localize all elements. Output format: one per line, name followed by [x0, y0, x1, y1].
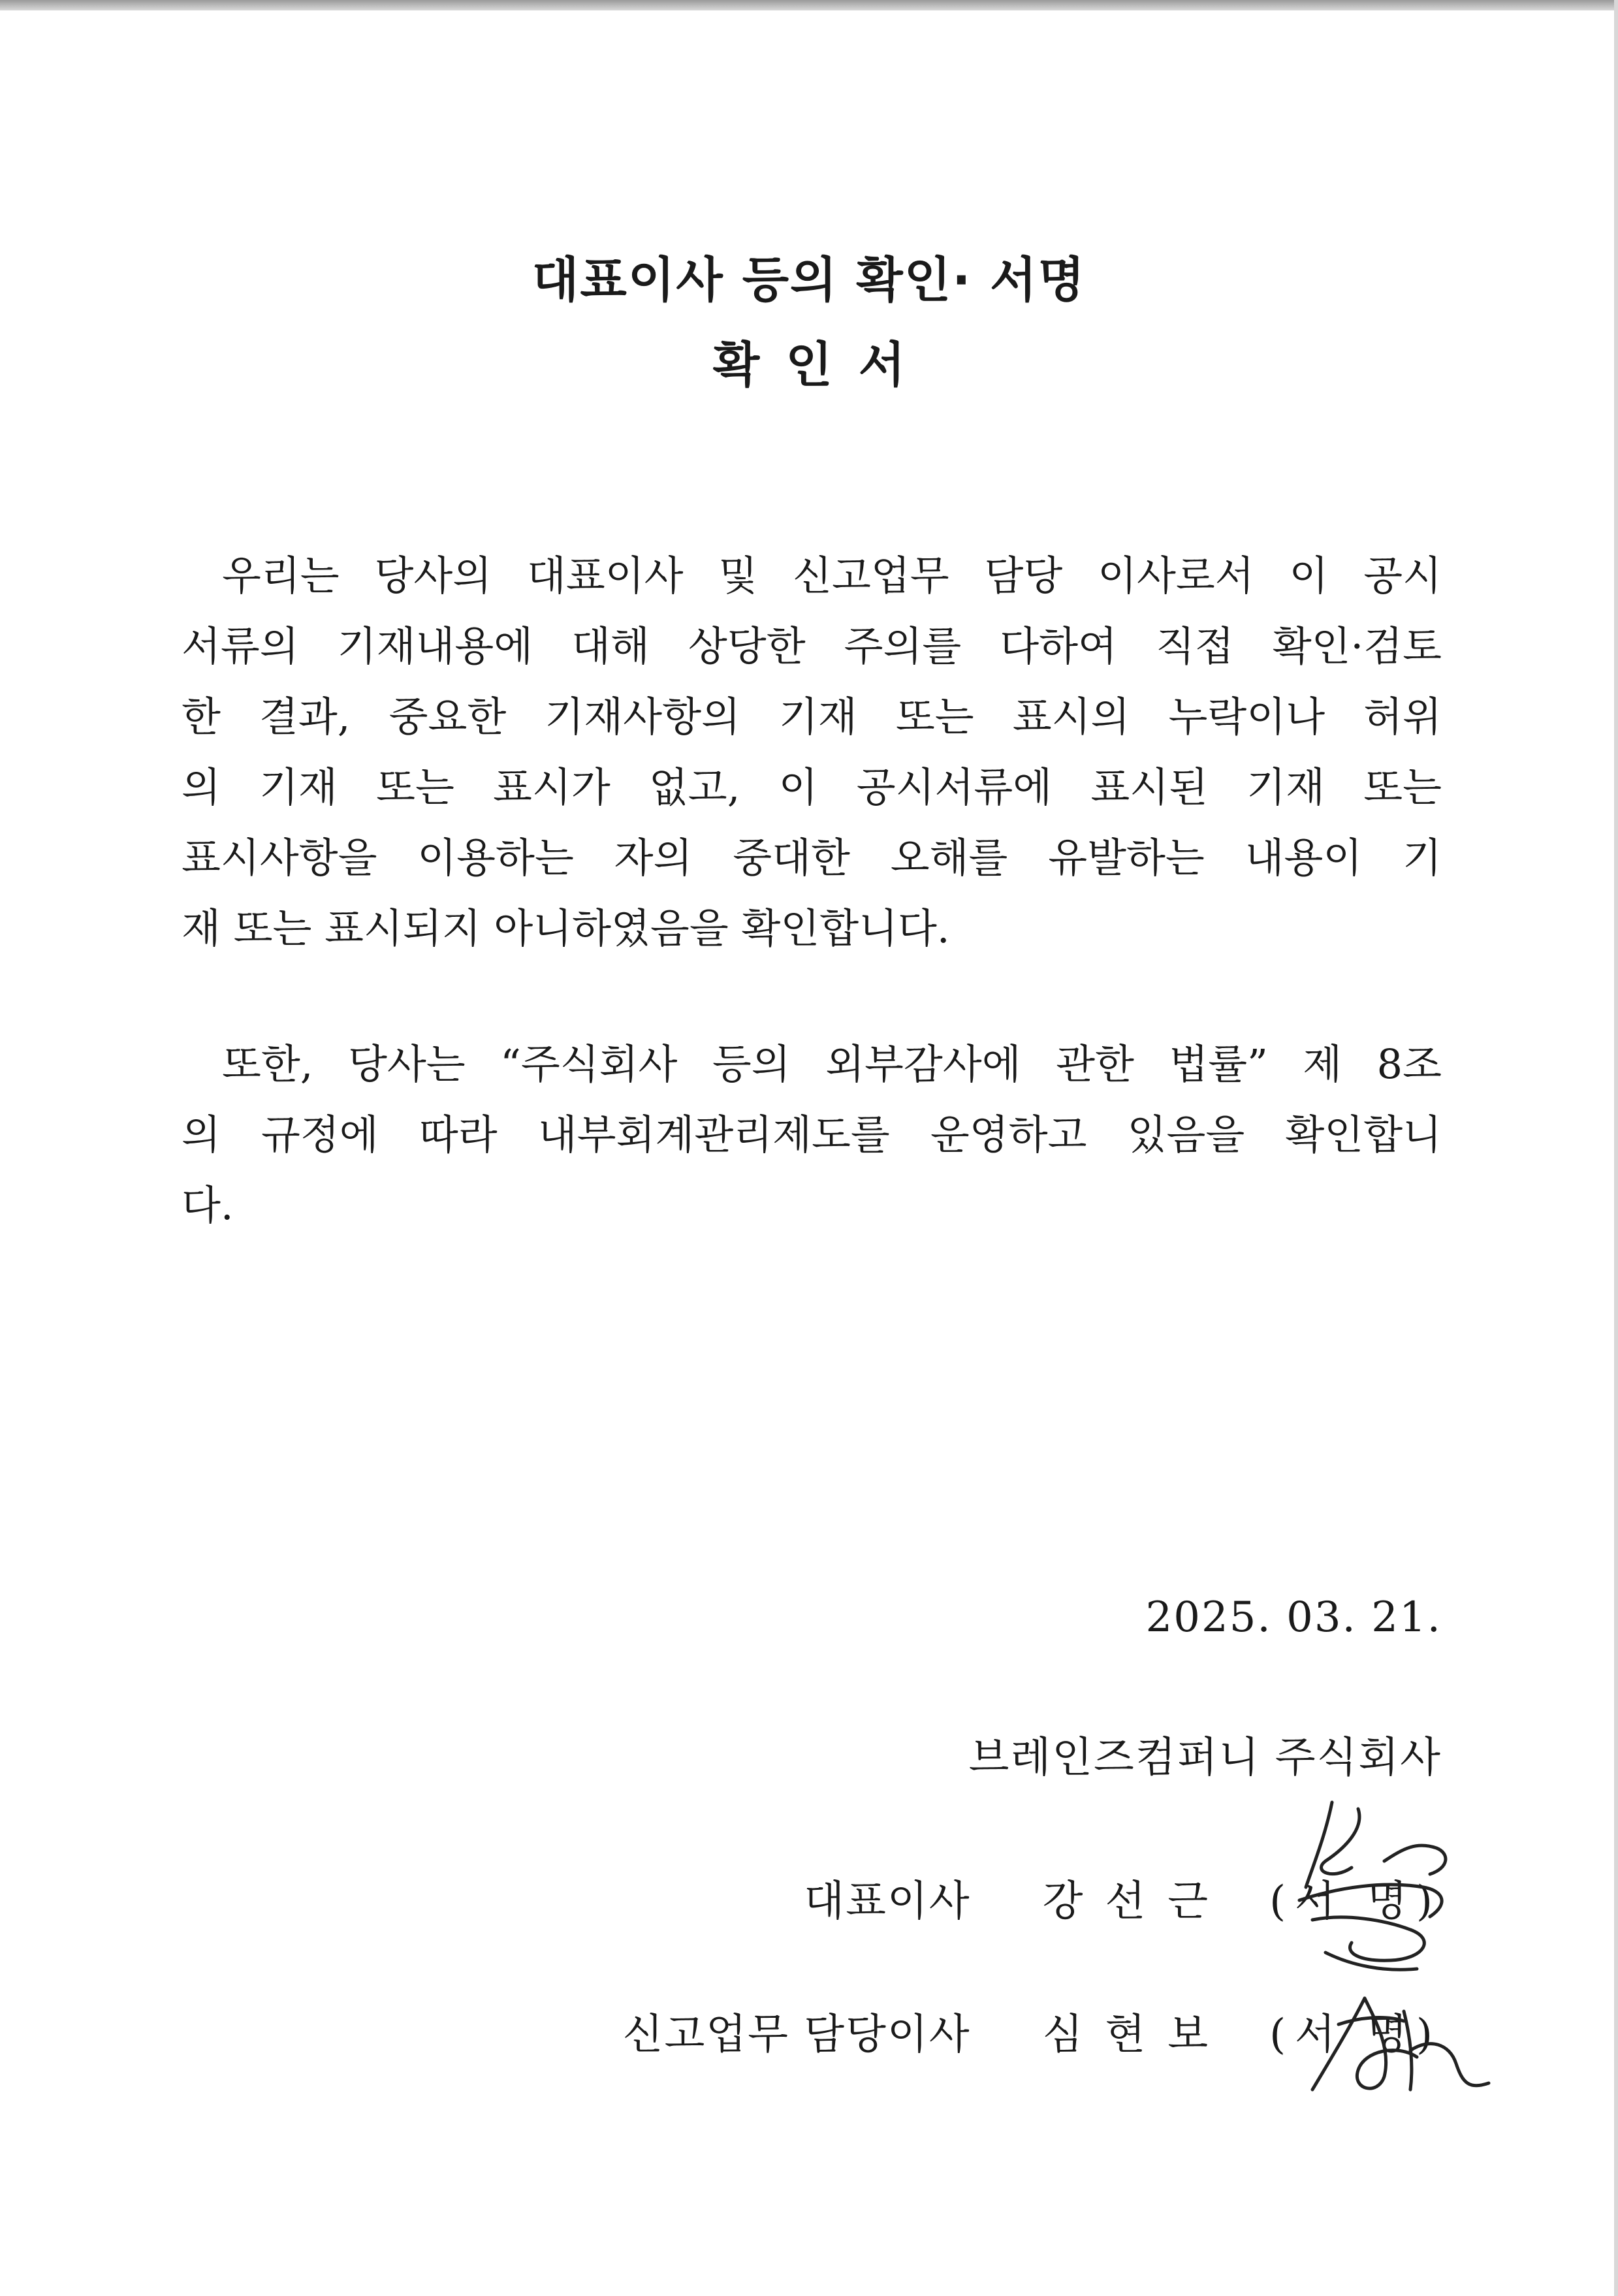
paragraph-line: 서류의 기재내용에 대해 상당한 주의를 다하여 직접 확인·검토 [182, 622, 1442, 670]
document-subtitle: 확인서 [712, 337, 932, 393]
paragraph-line: 의 규정에 따라 내부회계관리제도를 운영하고 있음을 확인합니 [182, 1111, 1442, 1158]
paragraph-line: 의 기재 또는 표시가 없고, 이 공시서류에 표시된 기재 또는 [182, 763, 1442, 811]
paragraph-line: 다. [182, 1181, 234, 1229]
paragraph-line: 또한, 당사는 “주식회사 등의 외부감사에 관한 법률” 제 8조 [222, 1040, 1442, 1088]
signer-ceo [804, 1868, 1442, 1928]
document-date: 2025. 03. 21. [1145, 1593, 1442, 1642]
company-name: 브레인즈컴퍼니 주식회사 [968, 1734, 1442, 1782]
signer-name: 강선근 [1042, 1877, 1231, 1926]
paragraph-line: 우리는 당사의 대표이사 및 신고업무 담당 이사로서 이 공시 [222, 552, 1442, 599]
signer-role: 신고업무 담당이사 [622, 2011, 971, 2059]
paragraph-line: 한 결과, 중요한 기재사항의 기재 또는 표시의 누락이나 허위 [182, 693, 1442, 741]
signer-name: 심현보 [1042, 2011, 1231, 2059]
paragraph-line: 재 또는 표시되지 아니하였음을 확인합니다. [182, 904, 950, 952]
signer-role: 대표이사 [804, 1877, 971, 1926]
confirmation-paragraph [182, 541, 1442, 964]
signature-mark: (서 명) [1269, 1877, 1442, 1926]
document-title: 대표이사 등의 확인· 서명 [531, 252, 1087, 308]
scan-top-edge [0, 0, 1618, 10]
signer-disclosure-officer [623, 2001, 1442, 2061]
paragraph-line: 표시사항을 이용하는 자의 중대한 오해를 유발하는 내용이 기 [182, 834, 1442, 882]
signature-mark: (서 명) [1269, 2011, 1442, 2059]
internal-control-paragraph [182, 1029, 1442, 1241]
